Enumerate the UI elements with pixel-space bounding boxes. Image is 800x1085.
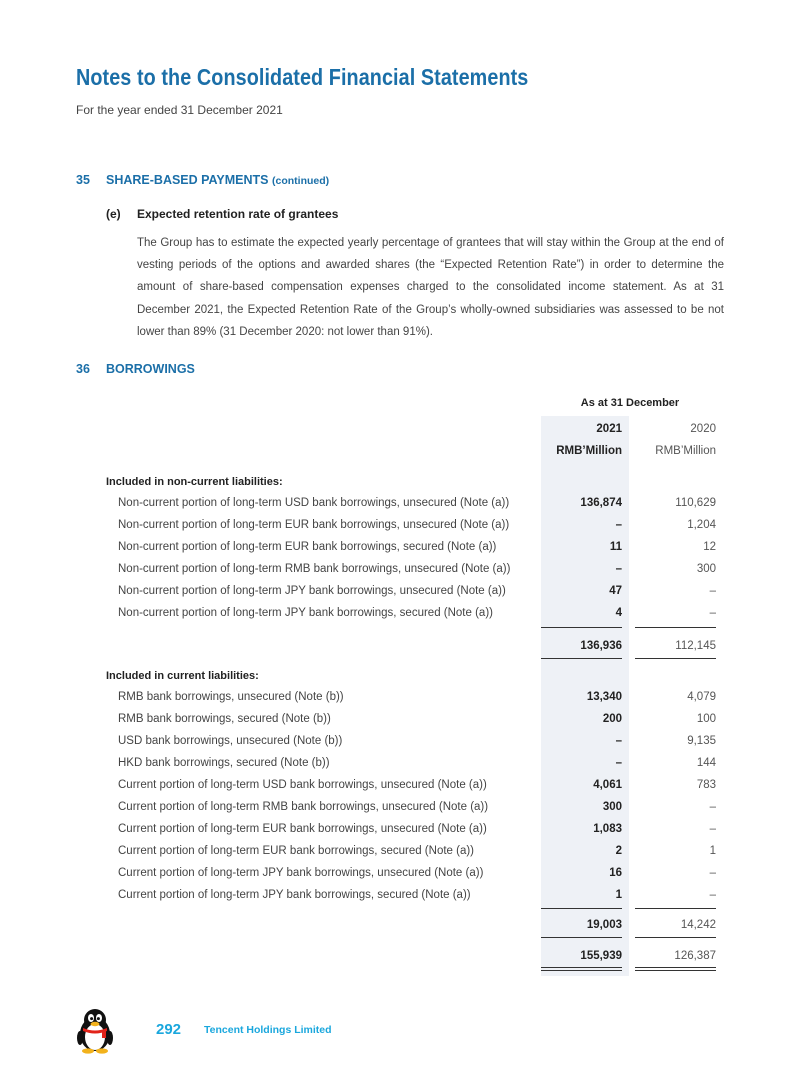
- table-row: [0, 519, 800, 539]
- grand-total-double-rule-2020: [635, 967, 716, 968]
- column-header-2021: 2021: [596, 423, 622, 435]
- section-35-number: 35: [76, 173, 90, 187]
- row-label: USD bank borrowings, unsecured (Note (b)): [118, 735, 343, 747]
- table-row: [0, 845, 800, 865]
- subtotal-row: [0, 919, 800, 939]
- page-number: 292: [156, 1021, 182, 1038]
- row-value-2020: 144: [696, 757, 716, 769]
- row-value-2021: 136,874: [580, 497, 622, 509]
- subsection-e-letter: (e): [106, 207, 121, 221]
- section-36-number: 36: [76, 362, 90, 376]
- subtotal-underline-2020: [635, 658, 716, 659]
- column-unit-2020: RMB’Million: [655, 445, 716, 457]
- row-label: RMB bank borrowings, unsecured (Note (b)): [118, 691, 344, 703]
- table-group-header: As at 31 December: [580, 397, 680, 409]
- grand-total-2021: 155,939: [580, 950, 622, 962]
- row-value-2021: 4,061: [593, 779, 622, 791]
- section-35-continued: (continued): [272, 175, 330, 187]
- row-value-2020: 1,204: [687, 519, 716, 531]
- row-value-2020: –: [709, 607, 716, 619]
- table-row: [0, 801, 800, 821]
- row-value-2021: 4: [615, 607, 622, 619]
- subtotal-rule-2021: [541, 627, 622, 628]
- grand-total-2020: 126,387: [674, 950, 716, 962]
- row-value-2020: 9,135: [687, 735, 716, 747]
- row-value-2020: 4,079: [687, 691, 716, 703]
- row-value-2021: 2: [615, 845, 622, 857]
- row-label: Non-current portion of long-term JPY bank borrowings, secured (Note (a)): [118, 607, 493, 619]
- noncurrent-group-label: Included in non-current liabilities:: [106, 476, 283, 488]
- table-row: [0, 563, 800, 583]
- row-value-2021: 1,083: [593, 823, 622, 835]
- retention-rate-paragraph: The Group has to estimate the expected yearly percentage of grantees that will stay within the Group at the end of vesting periods of the options and awarded shares (the “Expected Retention Rate”) in order to determine the amount of share-based compensation expenses charged to the consolidated income statement. As at 31 December 2021, the Expected Retention Rate of the Group’s wholly-owned subsidiaries was assessed to be not lower than 89% (31 December 2020: not lower than 91%).: [137, 237, 724, 338]
- subtotal-value-2021: 136,936: [580, 640, 622, 652]
- row-value-2020: 783: [696, 779, 716, 791]
- grand-total-double-rule-2021: [541, 967, 622, 968]
- grand-total-double-rule-2021-b: [541, 970, 622, 971]
- table-row: [0, 867, 800, 887]
- table-row: [0, 713, 800, 733]
- section-35-title: [106, 173, 329, 187]
- table-row: [0, 497, 800, 517]
- row-value-2021: 1: [615, 889, 622, 901]
- table-row: [0, 757, 800, 777]
- row-value-2021: –: [615, 563, 622, 575]
- row-value-2020: 300: [696, 563, 716, 575]
- table-row: [0, 691, 800, 711]
- current-group-label: Included in current liabilities:: [106, 670, 259, 682]
- row-label: Current portion of long-term EUR bank borrowings, unsecured (Note (a)): [118, 823, 487, 835]
- subtotal-value-2020: 14,242: [680, 919, 716, 931]
- subtotal-value-2021: 19,003: [586, 919, 622, 931]
- page-subtitle: For the year ended 31 December 2021: [76, 103, 283, 117]
- subtotal-rule-2020: [635, 627, 716, 628]
- row-label: Current portion of long-term JPY bank borrowings, unsecured (Note (a)): [118, 867, 484, 879]
- table-row: [0, 607, 800, 627]
- row-value-2021: –: [615, 735, 622, 747]
- row-value-2020: 1: [709, 845, 716, 857]
- penguin-mascot-icon: [74, 1006, 116, 1054]
- section-35-title-text: SHARE-BASED PAYMENTS: [106, 173, 269, 187]
- section-36-title: BORROWINGS: [106, 362, 195, 376]
- row-value-2021: 300: [602, 801, 622, 813]
- row-label: Current portion of long-term RMB bank borrowings, unsecured (Note (a)): [118, 801, 489, 813]
- row-label: Non-current portion of long-term EUR bank borrowings, secured (Note (a)): [118, 541, 497, 553]
- subtotal-underline-2021: [541, 937, 622, 938]
- row-value-2020: 110,629: [675, 497, 716, 509]
- row-label: Current portion of long-term EUR bank borrowings, secured (Note (a)): [118, 845, 475, 857]
- row-value-2020: –: [709, 889, 716, 901]
- table-row: [0, 823, 800, 843]
- row-label: Non-current portion of long-term JPY bank borrowings, unsecured (Note (a)): [118, 585, 506, 597]
- subtotal-value-2020: 112,145: [675, 640, 716, 652]
- row-value-2021: 11: [609, 541, 622, 553]
- subtotal-underline-2021: [541, 658, 622, 659]
- table-row: [0, 779, 800, 799]
- row-value-2020: –: [709, 867, 716, 879]
- page-title: Notes to the Consolidated Financial Statements: [76, 64, 529, 90]
- row-label: Current portion of long-term JPY bank borrowings, secured (Note (a)): [118, 889, 471, 901]
- row-label: Current portion of long-term USD bank borrowings, unsecured (Note (a)): [118, 779, 487, 791]
- table-row: [0, 889, 800, 909]
- table-row: [0, 585, 800, 605]
- row-label: Non-current portion of long-term USD bank borrowings, unsecured (Note (a)): [118, 497, 510, 509]
- row-value-2021: 47: [609, 585, 622, 597]
- row-value-2020: 12: [703, 541, 716, 553]
- row-value-2021: 13,340: [586, 691, 622, 703]
- column-header-2020: 2020: [690, 423, 716, 435]
- column-unit-2021: RMB’Million: [556, 445, 622, 457]
- subtotal-row: [0, 640, 800, 660]
- row-label: Non-current portion of long-term RMB bank borrowings, unsecured (Note (a)): [118, 563, 511, 575]
- row-value-2021: –: [615, 519, 622, 531]
- footer-company-name: Tencent Holdings Limited: [204, 1024, 332, 1036]
- table-row: [0, 541, 800, 561]
- subtotal-underline-2020: [635, 937, 716, 938]
- row-value-2021: 200: [602, 713, 622, 725]
- row-label: HKD bank borrowings, secured (Note (b)): [118, 757, 330, 769]
- row-label: RMB bank borrowings, secured (Note (b)): [118, 713, 331, 725]
- subtotal-rule-2021: [541, 908, 622, 909]
- row-value-2020: –: [709, 801, 716, 813]
- subtotal-rule-2020: [635, 908, 716, 909]
- row-label: Non-current portion of long-term EUR bank borrowings, unsecured (Note (a)): [118, 519, 510, 531]
- row-value-2020: 100: [696, 713, 716, 725]
- table-row: [0, 735, 800, 755]
- subsection-e-title: Expected retention rate of grantees: [137, 207, 339, 221]
- row-value-2020: –: [709, 823, 716, 835]
- row-value-2021: 16: [609, 867, 622, 879]
- row-value-2020: –: [709, 585, 716, 597]
- row-value-2021: –: [615, 757, 622, 769]
- grand-total-double-rule-2020-b: [635, 970, 716, 971]
